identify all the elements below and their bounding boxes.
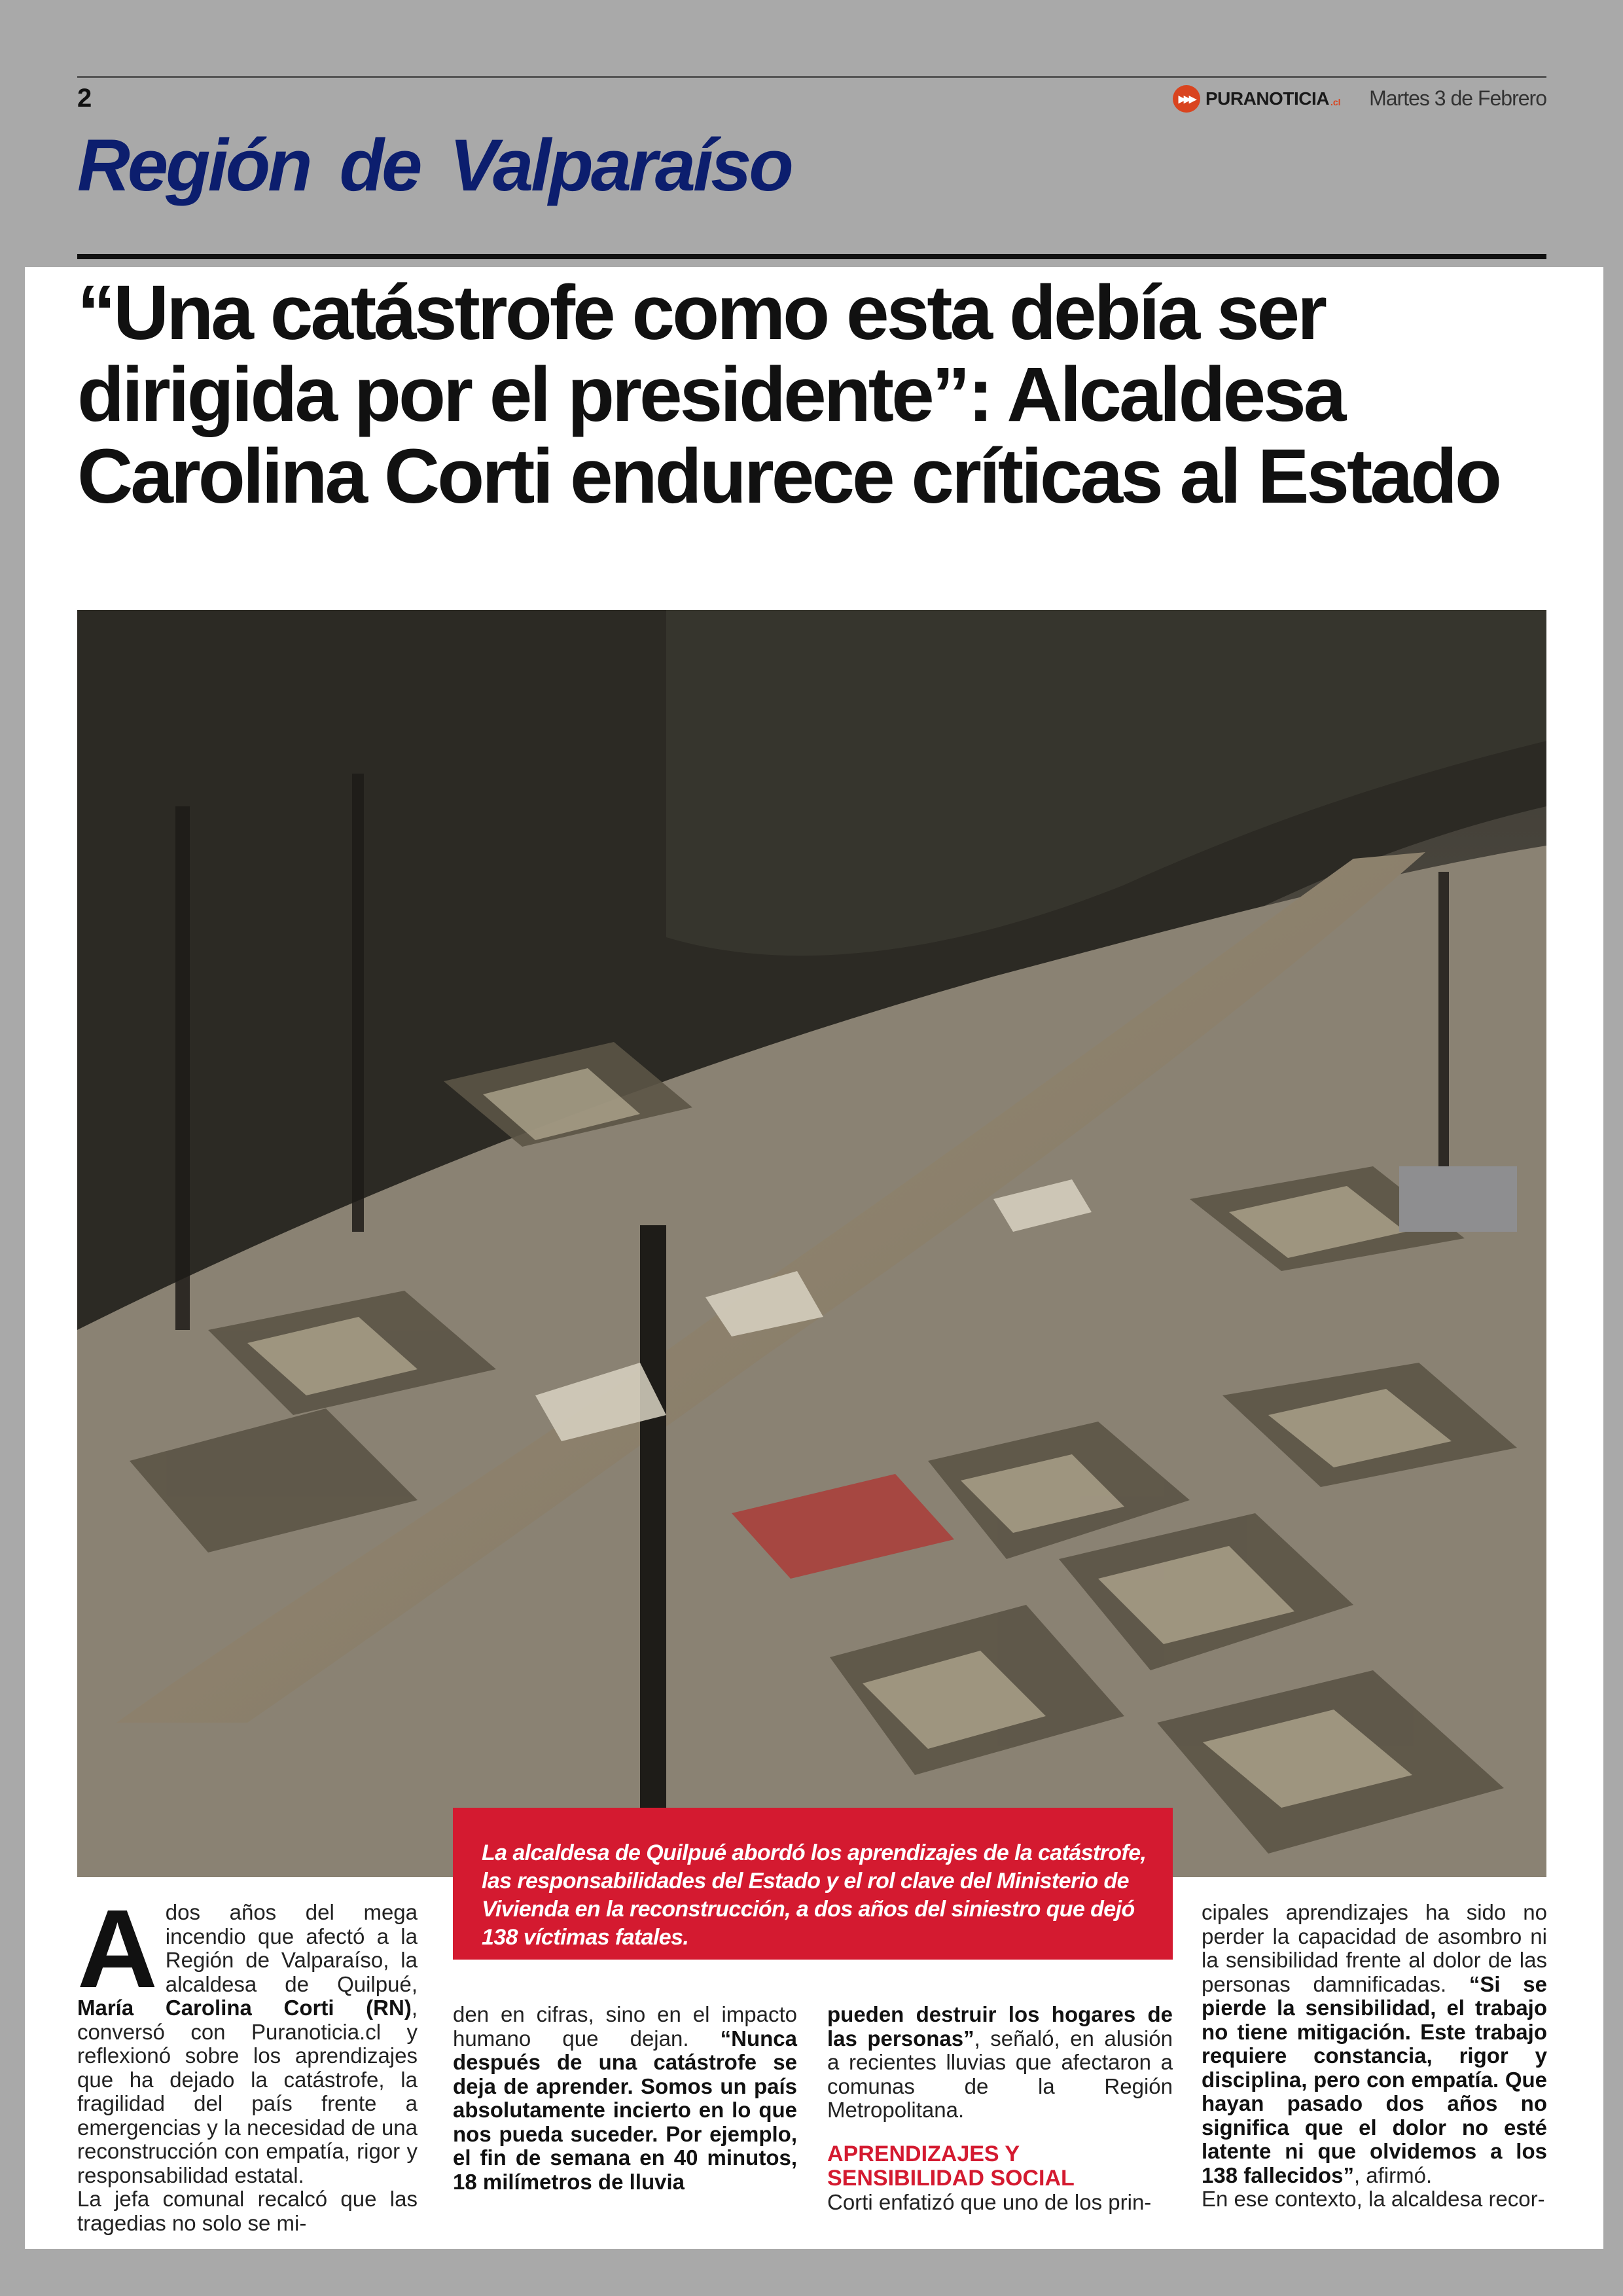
brand-suffix: .cl xyxy=(1330,97,1341,107)
header-rule xyxy=(77,76,1546,78)
article-paragraph: cipales aprendizajes ha sido no perder la capacidad de asombro ni la sensibilidad frente al dolor de las personas damnificadas. “Si se pierde la sensibilidad, el trabajo no tiene mitigación. Este trabajo requiere constancia, rigor y disciplina, pero con empatía. Que hayan pasado dos años no significa que el dolor no esté latente ni que olvidemos a los 138 fallecidos”, afirmó. xyxy=(1202,1900,1547,2187)
play-arrows-icon: ▸▸▸ xyxy=(1173,85,1200,113)
article-column-3 xyxy=(827,2003,1173,2214)
article-paragraph: La jefa comunal recalcó que las tragedias no solo se mi- xyxy=(77,2187,418,2235)
section-title: Región de Valparaíso xyxy=(77,124,791,206)
article-column-2 xyxy=(453,2003,797,2194)
brand-name: PURANOTICIA xyxy=(1205,88,1329,109)
article-headline: “Una catástrofe como esta debía ser dirigida por el presidente”: Alcaldesa Carolina Corti endurece críticas al Estado xyxy=(77,270,1500,520)
section-subhead: APRENDIZAJES Y SENSIBILIDAD SOCIAL xyxy=(827,2141,1075,2191)
article-column-4 xyxy=(1202,1901,1547,2212)
fire-devastation-photo xyxy=(77,610,1546,1877)
caption-text: La alcaldesa de Quilpué abordó los aprendizajes de la catástrofe, las responsabilidades del Estado y el rol clave del Ministerio de Vivienda en la reconstrucción, a dos años del siniestro que dejó 138 víctimas fatales. xyxy=(482,1840,1147,1950)
article-paragraph: Corti enfatizó que uno de los prin- xyxy=(827,2189,1152,2214)
article-paragraph: pueden destruir los hogares de las personas”, señaló, en alusión a recientes lluvias que afectaron a comunas de la Región Metropolitana. xyxy=(827,2002,1173,2122)
article-page xyxy=(25,267,1603,2249)
article-paragraph: den en cifras, sino en el impacto humano que dejan. “Nunca después de una catástrofe se deja de aprender. Somos un país absolutamente incierto en lo que nos pueda suceder. Por ejemplo, el fin de semana en 40 minutos, 18 milímetros de lluvia xyxy=(453,2002,797,2194)
page-number: 2 xyxy=(77,84,92,113)
article-paragraph: dos años del mega incendio que afectó a la Región de Valparaíso, la alcaldesa de Quilpué, María Carolina Corti (RN), conversó con Puranoticia.cl y reflexionó sobre los aprendizajes que ha dejado la catástrofe, la fragilidad del país frente a emergencias y la necesidad de una reconstrucción con empatía, rigor y responsabilidad estatal. xyxy=(77,1900,418,2187)
brand-logo xyxy=(1173,85,1341,113)
article-paragraph: En ese contexto, la alcaldesa recor- xyxy=(1202,2187,1545,2211)
photo-caption xyxy=(453,1808,1173,1960)
section-rule xyxy=(77,254,1546,259)
article-column-1 xyxy=(77,1887,418,2235)
issue-date: Martes 3 de Febrero xyxy=(1369,86,1546,110)
dropcap: A xyxy=(77,1887,158,2011)
